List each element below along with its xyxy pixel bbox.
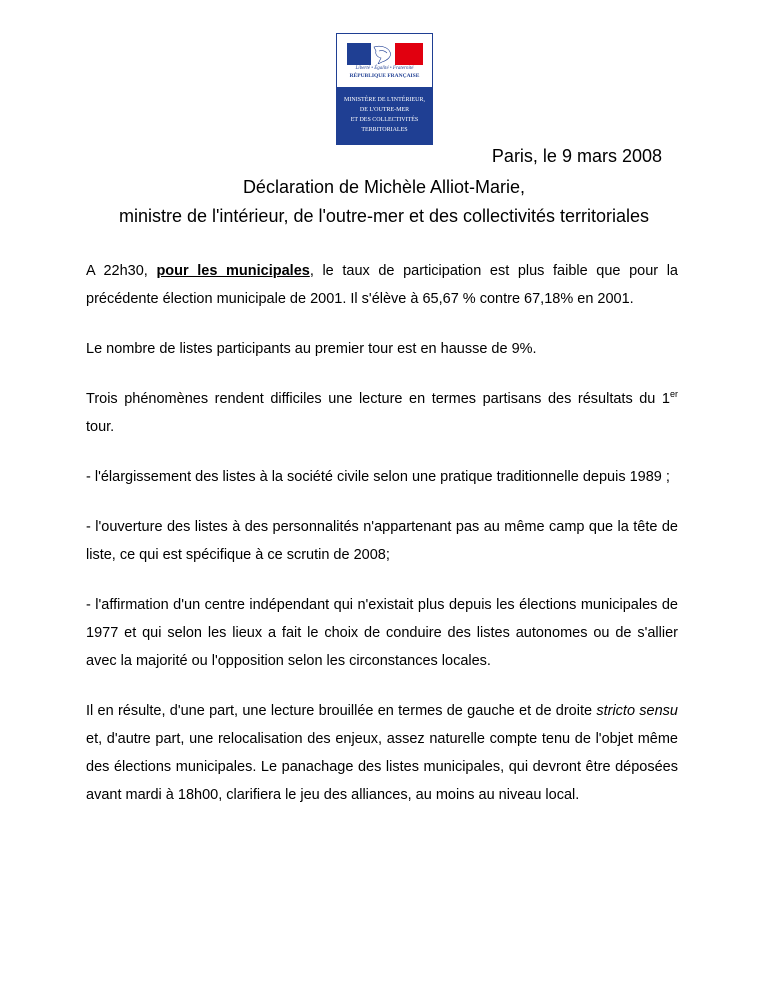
dateline: Paris, le 9 mars 2008 <box>491 146 662 166</box>
republic-flag-block <box>336 33 433 88</box>
paragraph-opening: - l'ouverture des listes à des personnalités n'appartenant pas au même camp que la tête de liste, ce qui est spécifique à ce scrutin de 2008; <box>86 519 678 563</box>
statement-body <box>86 257 678 831</box>
paragraph-participation <box>86 257 678 313</box>
p7-start: Il en résulte, d'une part, une lecture brouillée en termes de gauche et de droite <box>86 703 597 719</box>
logo-motto: Liberté • Égalité • Fraternité <box>355 66 414 71</box>
logo-republic: RÉPUBLIQUE FRANÇAISE <box>349 73 420 79</box>
marianne-profile-icon <box>370 45 396 64</box>
logo-ministry-text <box>336 95 433 135</box>
p1-start: A 22h30, <box>86 263 157 279</box>
ministry-line: MINISTÈRE DE L'INTÉRIEUR, <box>344 97 425 103</box>
ministry-line: DE L'OUTRE-MER <box>359 107 410 113</box>
paragraph-centre: - l'affirmation d'un centre indépendant qui n'existait plus depuis les élections municipales de 1977 et qui selon les lieux a fait le choix de conduire des listes autonomes ou de s'allier avec la majorité ou l'opposition selon les circonstances locales. <box>86 597 678 669</box>
ministry-logo <box>336 33 433 145</box>
p1-rest: , le taux de participation est plus faible que pour la précédente élection municipale de 2001. Il s'élève à 65,67 % contre 67,18% en 2001. <box>86 263 678 307</box>
ministry-line: ET DES COLLECTIVITÉS <box>350 117 419 123</box>
ministry-line: TERRITORIALES <box>361 127 408 133</box>
paragraph-civil-society: - l'élargissement des listes à la société civile selon une pratique traditionnelle depuis 1989 ; <box>86 469 670 485</box>
p7-italic: stricto sensu <box>596 703 678 719</box>
p3-start: Trois phénomènes rendent difficiles une lecture en termes partisans des résultats du 1 <box>86 391 670 407</box>
flag-blue-band <box>347 43 371 65</box>
p3-end: tour. <box>86 419 115 435</box>
paragraph-phenomena <box>86 385 678 441</box>
p7-end: et, d'autre part, une relocalisation des enjeux, assez naturelle compte tenu de l'objet même des élections municipales. Le panachage des listes municipales, qui devront être déposées avant mardi à 18h00, clarifiera le jeu des alliances, au moins au niveau local. <box>86 731 678 803</box>
flag-red-band <box>395 43 423 65</box>
minister-subtitle: ministre de l'intérieur, de l'outre-mer et des collectivités territoriales <box>118 206 650 226</box>
declaration-title: Déclaration de Michèle Alliot-Marie, <box>242 177 526 197</box>
paragraph-conclusion <box>86 697 678 809</box>
p3-superscript: er <box>669 389 678 400</box>
paragraph-lists: Le nombre de listes participants au premier tour est en hausse de 9%. <box>86 341 537 357</box>
p1-emphasis: pour les municipales <box>156 263 310 279</box>
